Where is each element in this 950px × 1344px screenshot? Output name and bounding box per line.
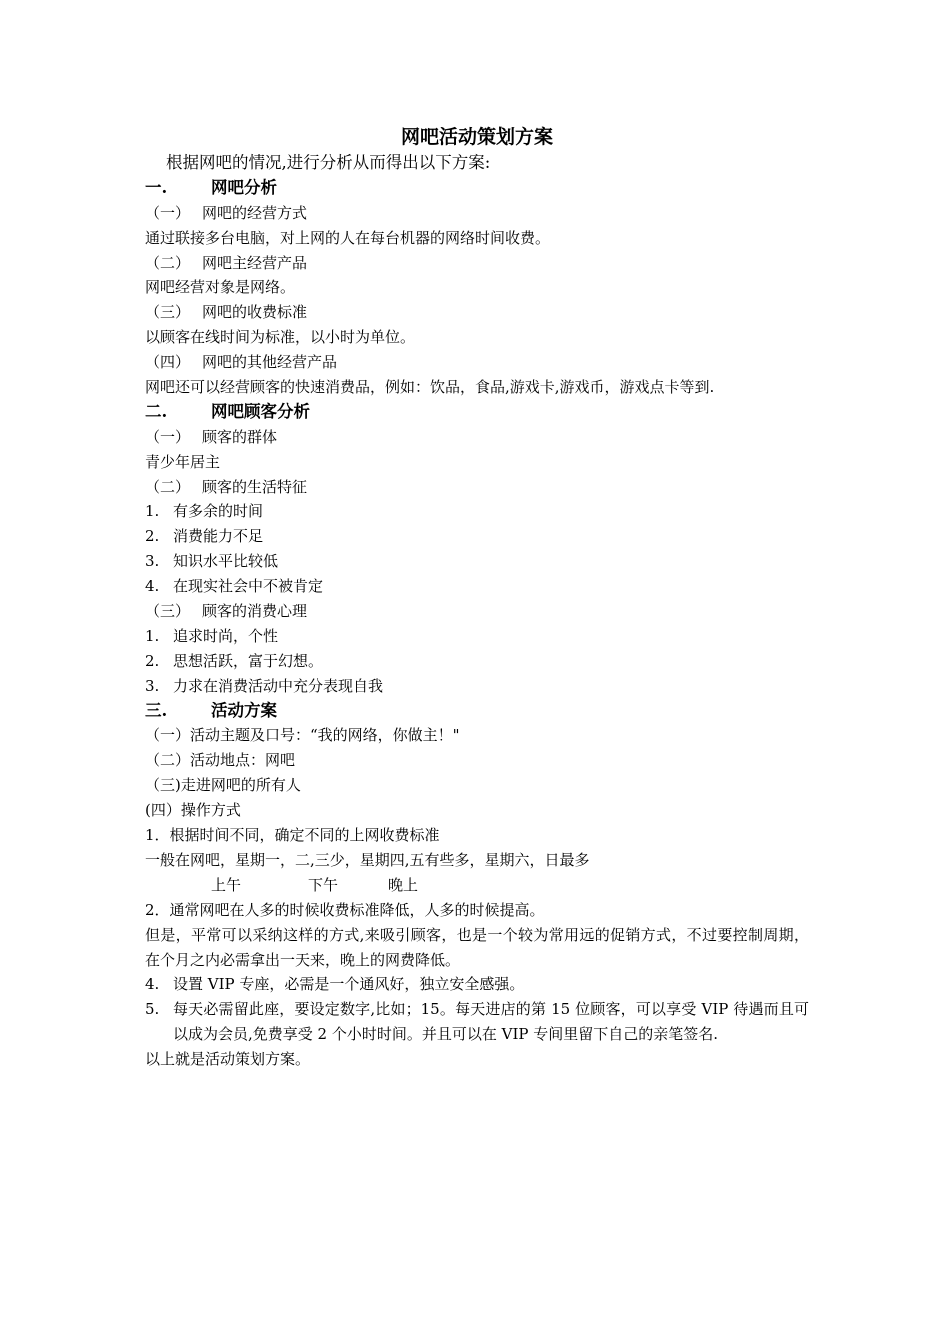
numbered-item-4: 4. 设置 VIP 专座，必需是一个通风好，独立安全感强。: [145, 975, 525, 994]
subheading: （三） 网吧的收费标准: [145, 303, 308, 322]
section-heading-2: [145, 400, 809, 425]
numbered-item-5: 5. 每天必需留此座，要设定数字,比如；15。每天进店的第 15 位顾客，可以享受 VIP 待遇而且可以成为会员,免费享受 2 个小时时间。并且可以在 VIP 专间里留下自己的亲笔签名.: [145, 1000, 809, 1044]
time-slots-row: [145, 873, 809, 898]
subheading: （一） 网吧的经营方式: [145, 203, 308, 222]
section-number: 三.: [145, 700, 168, 720]
list-item: 2. 思想活跃，富于幻想。: [145, 651, 324, 670]
paragraph: 网吧经营对象是网络。: [145, 278, 296, 297]
section-title: 网吧顾客分析: [211, 401, 310, 421]
document-body: [145, 124, 809, 1072]
list-item: 3. 知识水平比较低: [145, 552, 279, 571]
section-number: 二.: [145, 401, 168, 421]
paragraph: 2．通常网吧在人多的时候收费标准降低，人多的时候提高。: [145, 900, 545, 919]
subheading: （二） 网吧主经营产品: [145, 253, 308, 272]
list-item: 2. 消费能力不足: [145, 527, 264, 546]
section-title: 网吧分析: [211, 177, 277, 197]
paragraph: 青少年居主: [145, 452, 221, 471]
paragraph: （三)走进网吧的所有人: [145, 776, 301, 795]
paragraph: 以顾客在线时间为标准，以小时为单位。: [145, 328, 416, 347]
paragraph: (四）操作方式: [145, 801, 241, 820]
list-item: 1. 追求时尚，个性: [145, 626, 279, 645]
time-slot-afternoon: 下午: [308, 875, 339, 894]
section-number: 一.: [145, 177, 168, 197]
time-slot-evening: 晚上: [388, 875, 419, 894]
section-title: 活动方案: [211, 700, 277, 720]
subheading: （三） 顾客的消费心理: [145, 602, 308, 621]
paragraph: （一）活动主题及口号：“我的网络，你做主！": [145, 726, 460, 745]
paragraph: 一般在网吧，星期一，二,三少，星期四,五有些多，星期六，日最多: [145, 850, 590, 869]
subheading: （四） 网吧的其他经营产品: [145, 353, 338, 372]
section-heading-3: [145, 699, 809, 724]
list-item: 1. 有多余的时间: [145, 502, 264, 521]
paragraph: （二）活动地点：网吧: [145, 751, 296, 770]
section-heading-1: [145, 176, 809, 201]
list-item: 3. 力求在消费活动中充分表现自我: [145, 676, 384, 695]
time-slot-morning: 上午: [211, 875, 242, 894]
paragraph-wrapped: 但是，平常可以采纳这样的方式,来吸引顾客，也是一个较为常用远的促销方式，不过要控制周期，在个月之内必需拿出一天来，晚上的网费降低。: [145, 925, 809, 969]
intro-line: 根据网吧的情况,进行分析从而得出以下方案:: [166, 153, 491, 172]
page-title: 网吧活动策划方案: [400, 126, 553, 148]
closing-line: 以上就是活动策划方案。: [145, 1050, 311, 1069]
paragraph: 网吧还可以经营顾客的快速消费品，例如：饮品，食品,游戏卡,游戏币，游戏点卡等到.: [145, 378, 715, 397]
subheading: （一） 顾客的群体: [145, 427, 278, 446]
paragraph: 通过联接多台电脑，对上网的人在每台机器的网络时间收费。: [145, 228, 551, 247]
list-item: 4. 在现实社会中不被肯定: [145, 577, 324, 596]
subheading: （二） 顾客的生活特征: [145, 477, 308, 496]
paragraph: 1．根据时间不同，确定不同的上网收费标准: [145, 826, 440, 845]
